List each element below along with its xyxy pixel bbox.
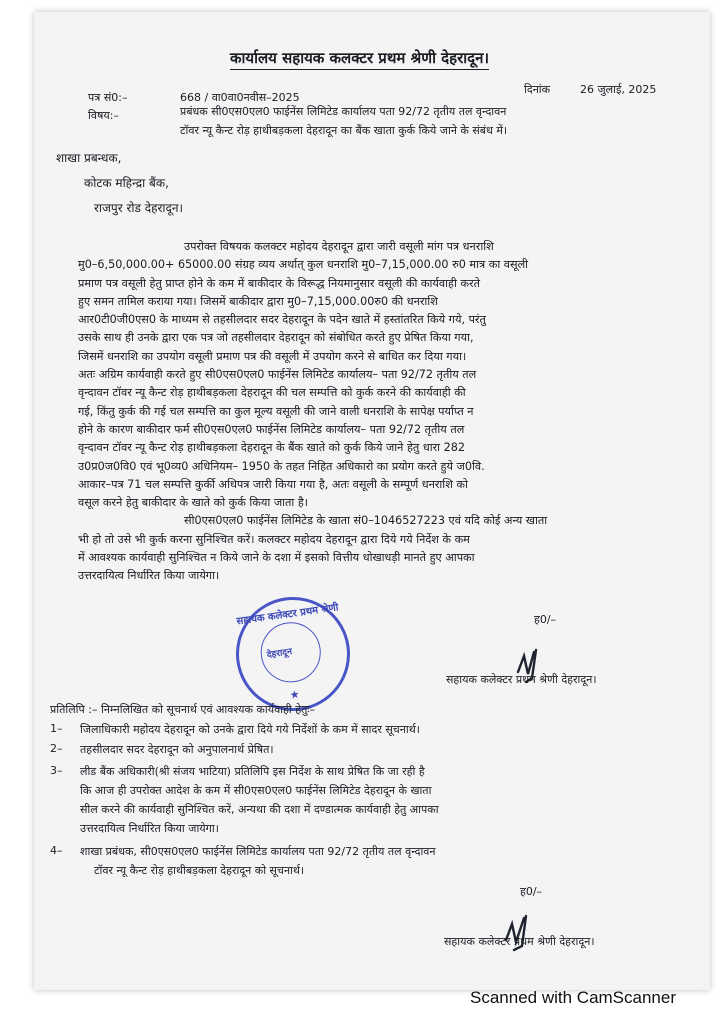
addressee-line: कोटक महिन्द्रा बैंक, <box>84 176 169 190</box>
copy-item-number: 4– <box>50 844 63 857</box>
body-line: वसूल करने हेतु बाकीदार के खाते को कुर्क किया जाता है। <box>78 496 309 510</box>
copy-item-line: उत्तरदायित्व निर्धारित किया जायेगा। <box>80 822 219 835</box>
body-line: अतः अग्रिम कार्यवाही करते हुए सी0एस0एल0 फाईनेंस लिमिटेड कार्यालय– पता 92/72 तृतीय तल <box>78 368 477 382</box>
copy-item-line: तहसीलदार सदर देहरादून को अनुपालनार्थ प्रेषित। <box>80 743 274 756</box>
letter-no-label: पत्र सं0:– <box>88 91 128 104</box>
body-line: आर0टी0जी0एस0 के माध्यम से तहसीलदार सदर देहरादून के पदेन खाते में हस्तांतरित किये गये, परंतु <box>78 313 486 327</box>
signature-designation: सहायक कलेक्टर प्रथम श्रेणी देहरादून। <box>444 935 595 948</box>
subject-label: विषय:– <box>88 109 119 122</box>
copy-heading: प्रतिलिपि :– निम्नलिखित को सूचनार्थ एवं आवश्यक कार्यवाही हेतुः– <box>50 703 316 716</box>
subject-line: प्रबंधक सी0एस0एल0 फाईनेंस लिमिटेड कार्यालय पता 92/72 तृतीय तल वृन्दावन <box>180 105 507 118</box>
stamp-star-icon: ★ <box>288 687 301 702</box>
body-paragraph <box>78 238 698 586</box>
addressee-line: राजपुर रोड देहरादून। <box>94 201 184 215</box>
body-line: उपरोक्त विषयक कलक्टर महोदय देहरादून द्वारा जारी वसूली मांग पत्र धनराशि <box>184 240 494 253</box>
date-value: 26 जुलाई, 2025 <box>580 83 657 96</box>
body-line: आकार–पत्र 71 चल सम्पत्ति कुर्की अधिपत्र जारी किया गया है, अतः वसूली के सम्पूर्ण धनराशि को <box>78 477 468 491</box>
copy-item-line: जिलाधिकारी महोदय देहरादून को उनके द्वारा दिये गये निर्देशों के कम में सादर सूचनार्थ। <box>80 723 420 736</box>
body-line: प्रमाण पत्र वसूली हेतु प्राप्त होने के कम में बाकीदार के विरूद्ध नियमानुसार वसूली की कार्यवाही करते <box>78 276 480 290</box>
copy-item-line: लीड बैंक अधिकारी(श्री संजय भाटिया) प्रतिलिपि इस निर्देश के साथ प्रेषित कि जा रही है <box>80 765 425 778</box>
body-line: मु0–6,50,000.00+ 65000.00 संग्रह व्यय अर्थात् कुल धनराशि मु0–7,15,000.00 रु0 मात्र का वसूली <box>78 258 529 272</box>
body-line: गई, किंतु कुर्क की गई चल सम्पत्ति का कुल मूल्य वसूली की जाने वाली धनराशि के सापेक्ष पर्याप्त न <box>78 404 474 418</box>
copy-item-line: टॉवर न्यू कैन्ट रोड़ हाथीबड़कला देहरादून को सूचनार्थ। <box>94 864 305 877</box>
office-title: कार्यालय सहायक कलक्टर प्रथम श्रेणी देहरादून। <box>230 48 489 70</box>
addressee-line: शाखा प्रबन्धक, <box>56 151 122 165</box>
camscanner-watermark: Scanned with CamScanner <box>470 988 677 1007</box>
body-line: वृन्दावन टॉवर न्यू कैन्ट रोड़ हाथीबड़कला देहरादून के बैंक खाते को कुर्क किये जाने हेतु धारा 282 <box>78 441 465 455</box>
copy-item-number: 1– <box>50 722 63 735</box>
copy-item-number: 2– <box>50 742 63 755</box>
signature-sd: ह0/– <box>520 885 543 898</box>
stamp-ring-text: सहायक कलेक्टर प्रथम श्रेणी <box>235 602 340 628</box>
body-line: हुए समन तामिल कराया गया। जिसमें बाकीदार द्वारा मु0–7,15,000.00रु0 की धनराशि <box>78 294 438 308</box>
body-line: उत्तरदायित्व निर्धारित किया जायेगा। <box>78 569 220 583</box>
copy-item-line: शाखा प्रबंधक, सी0एस0एल0 फाईनेंस लिमिटेड कार्यालय पता 92/72 तृतीय तल वृन्दावन <box>80 845 436 858</box>
body-line: भी हो तो उसे भी कुर्क करना सुनिश्चित करें। कलक्टर महोदय देहरादून द्वारा दिये गये निर्देश के कम <box>78 532 470 546</box>
body-line: होने के कारण बाकीदार फर्म सी0एस0एल0 फाईनेंस लिमिटेड कार्यालय– पता 92/72 तृतीय तल <box>78 422 465 436</box>
copy-item-number: 3– <box>50 764 63 777</box>
copy-item-line: कि आज ही उपरोक्त आदेश के कम में सी0एस0एल0 फाईनेंस लिमिटेड देहरादून के खाता <box>80 784 432 797</box>
body-line: सी0एस0एल0 फाईनेंस लिमिटेड के खाता सं0–1046527223 एवं यदि कोई अन्य खाता <box>184 514 548 528</box>
body-line: उसके साथ ही उनके द्वारा एक पत्र जो तहसीलदार देहरादून को संबोधित करते हुए प्रेषित किया गया, <box>78 331 474 345</box>
body-line: उ0प्र0ज0वि0 एवं भू0व्य0 अधिनियम– 1950 के तहत निहित अधिकारो का प्रयोग करते हुये ज0वि. <box>78 459 485 473</box>
signature-sd: ह0/– <box>534 613 557 626</box>
date-label: दिनांक <box>524 83 551 96</box>
letter-no-value: 668 / वा0वा0नवीस–2025 <box>180 91 300 104</box>
body-line: में आवश्यक कार्यवाही सुनिश्चित न किये जाने के दशा में इसको वित्तीय धोखाधड़ी मानते हुए आपका <box>78 551 475 565</box>
body-line: वृन्दावन टॉवर न्यू कैन्ट रोड़ हाथीबड़कला देहरादून की चल सम्पत्ति को कुर्क करने की कार्यवाही की <box>78 386 466 400</box>
office-seal-stamp <box>229 590 358 719</box>
stamp-center-text: देहरादून <box>266 647 293 661</box>
signature-designation: सहायक कलेक्टर प्रथम श्रेणी देहरादून। <box>446 673 597 686</box>
subject-line: टॉवर न्यू कैन्ट रोड़ हाथीबड़कला देहरादून का बैंक खाता कुर्क किये जाने के संबंध में। <box>180 124 508 137</box>
copy-item-line: सील करने की कार्यवाही सुनिश्चित करें, अन्यथा की दशा में दण्डात्मक कार्यवाही हेतु आपका <box>80 803 439 816</box>
body-line: जिसमें धनराशि का उपयोग वसूली प्रमाण पत्र की वसूली में उपयोग करने से बाधित कर दिया गया। <box>78 349 467 363</box>
document-page <box>34 12 710 990</box>
